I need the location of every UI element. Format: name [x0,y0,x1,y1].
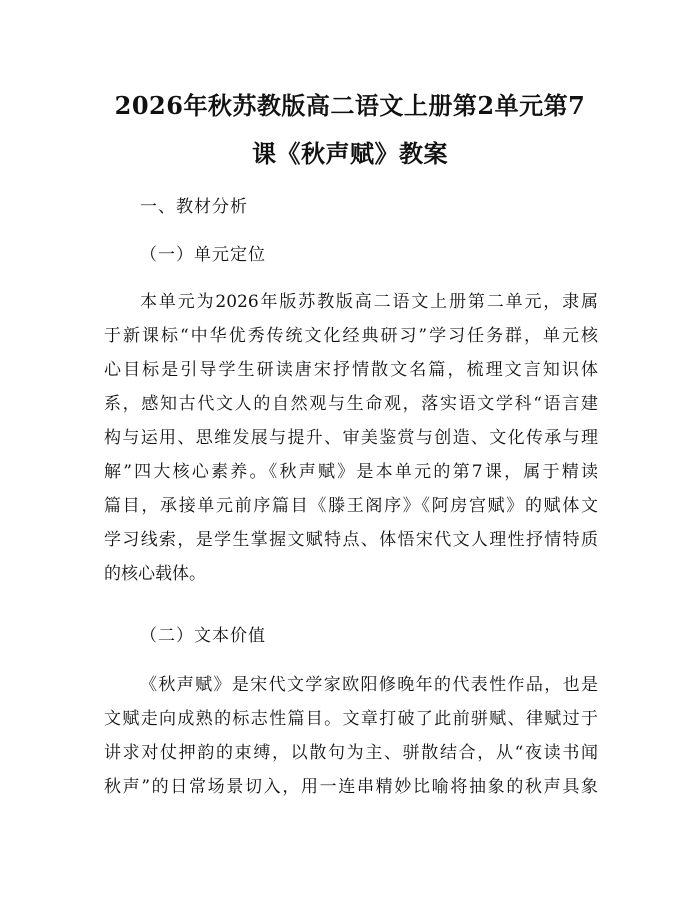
paragraph-line: 心目标是引导学生研读唐宋抒情散文名篇，梳理文言知识体 [104,360,598,380]
paragraph-line: 《秋声赋》是宋代文学家欧阳修晚年的代表性作品，也是 [140,675,598,695]
paragraph-line: 系，感知古代文人的自然观与生命观，落实语文学科“语言建 [104,394,598,414]
document-title-line-2: 课《秋声赋》教案 [252,139,448,168]
paragraph-line: 秋声”的日常场景切入，用一连串精妙比喻将抽象的秋声具象 [104,777,598,797]
paragraph-line: 构与运用、思维发展与提升、审美鉴赏与创造、文化传承与理 [104,428,598,448]
subsection-heading-unit-positioning: （一）单元定位 [140,245,266,265]
paragraph-line: 的核心载体。 [104,564,206,584]
paragraph-line: 文赋走向成熟的标志性篇目。文章打破了此前骈赋、律赋过于 [104,709,598,729]
paragraph-line: 于新课标“中华优秀传统文化经典研习”学习任务群，单元核 [104,326,598,346]
document-title-line-1: 2026年秋苏教版高二语文上册第2单元第7 [114,91,586,120]
subsection-heading-text-value: （二）文本价值 [140,626,266,646]
section-heading-textbook-analysis: 一、教材分析 [140,197,248,217]
paragraph-line: 解”四大核心素养。《秋声赋》是本单元的第7课，属于精读 [104,462,598,482]
paragraph-line: 学习线索，是学生掌握文赋特点、体悟宋代文人理性抒情特质 [104,530,598,550]
paragraph-line: 本单元为2026年版苏教版高二语文上册第二单元，隶属 [140,292,598,312]
paragraph-line: 讲求对仗押韵的束缚，以散句为主、骈散结合，从“夜读书闻 [104,743,598,763]
paragraph-line: 篇目，承接单元前序篇目《滕王阁序》《阿房宫赋》的赋体文 [104,496,598,516]
